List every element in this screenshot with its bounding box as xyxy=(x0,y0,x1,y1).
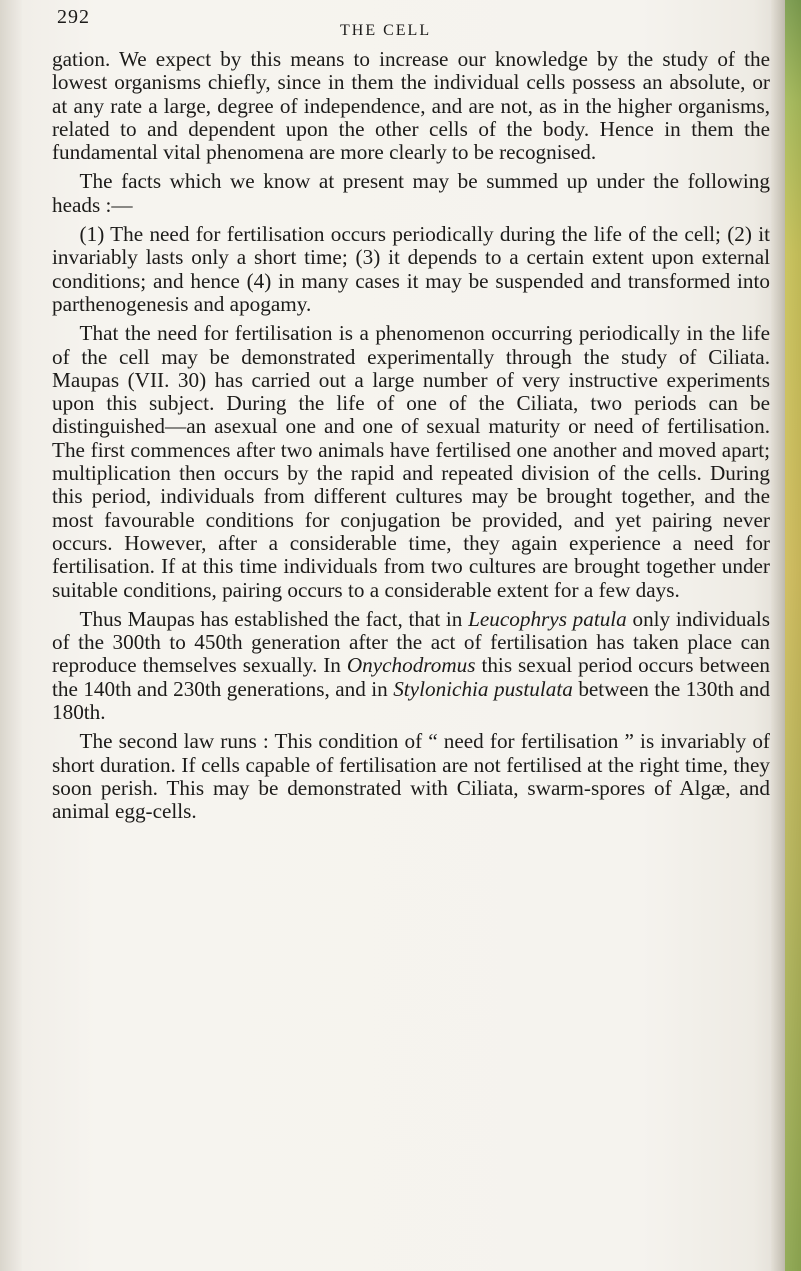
text-run: only individuals of the 300th to 450th generation after the act of fertilisation has taken place can reproduce themselves sexually. In xyxy=(52,606,770,678)
paragraph-intro-laws: The facts which we know at present may be summed up under the following heads :— xyxy=(52,169,770,217)
page-number: 292 xyxy=(57,6,90,28)
paragraph-laws-list: (1) The need for fertilisation occurs periodically during the life of the cell; (2) it invariably lasts only a short time; (3) it depends to a certain extent upon external conditions; and hence (4) in many cases it may be suspended and transformed into parthenogenesis and apogamy. xyxy=(52,222,770,316)
page-gutter xyxy=(0,0,22,1271)
species-name: Onychodromus xyxy=(346,653,476,678)
paragraph-periodic-need: That the need for fertilisation is a phenomenon occurring periodically in the life of the cell may be demonstrated experimentally through the study of Ciliata. Maupas (VII. 30) has carried out a large number of very instructive experiments upon this subject. During the life of one of the Ciliata, two periods can be distinguished—an asexual one and one of sexual maturity or need of fertilisation. The first commences after two animals have fertilised one another and moved apart; multiplication then occurs by the rapid and repeated division of the cells. During this period, individuals from different cultures may be brought together, and the most favourable conditions for conjugation be provided, and yet pairing never occurs. However, after a considerable time, they again experience a need for fertilisation. If at this time individuals from two cultures are brought together under suitable conditions, pairing occurs to a considerable extent for a few days. xyxy=(52,321,770,602)
text-run: between the 130th and 180th. xyxy=(52,676,770,725)
page-edge-tint xyxy=(785,0,801,1271)
body-text xyxy=(52,48,770,824)
species-name: Leucophrys patula xyxy=(468,606,627,631)
species-name: Stylonichia pustulata xyxy=(393,676,573,701)
paragraph-second-law: The second law runs : This condition of “ need for fertilisation ” is invariably of short duration. If cells capable of fertilisation are not fertilised at the right time, they soon perish. This may be demonstrated with Ciliata, swarm-spores of Algæ, and animal egg-cells. xyxy=(52,729,770,824)
paragraph-maupas xyxy=(52,608,770,724)
paragraph-continuation: gation. We expect by this means to increase our knowledge by the study of the lowest organisms chiefly, since in them the individual cells possess an absolute, or at any rate a large, degree of independence, and are not, as in the higher organisms, related to and dependent upon the other cells of the body. Hence in them the fundamental vital phenomena are more clearly to be recognised. xyxy=(52,47,770,165)
text-run: this sexual period occurs between the 140th and 230th generations, and in xyxy=(52,653,770,701)
text-run: Thus Maupas has established the fact, that in xyxy=(79,606,469,631)
running-head: THE CELL xyxy=(340,22,432,39)
